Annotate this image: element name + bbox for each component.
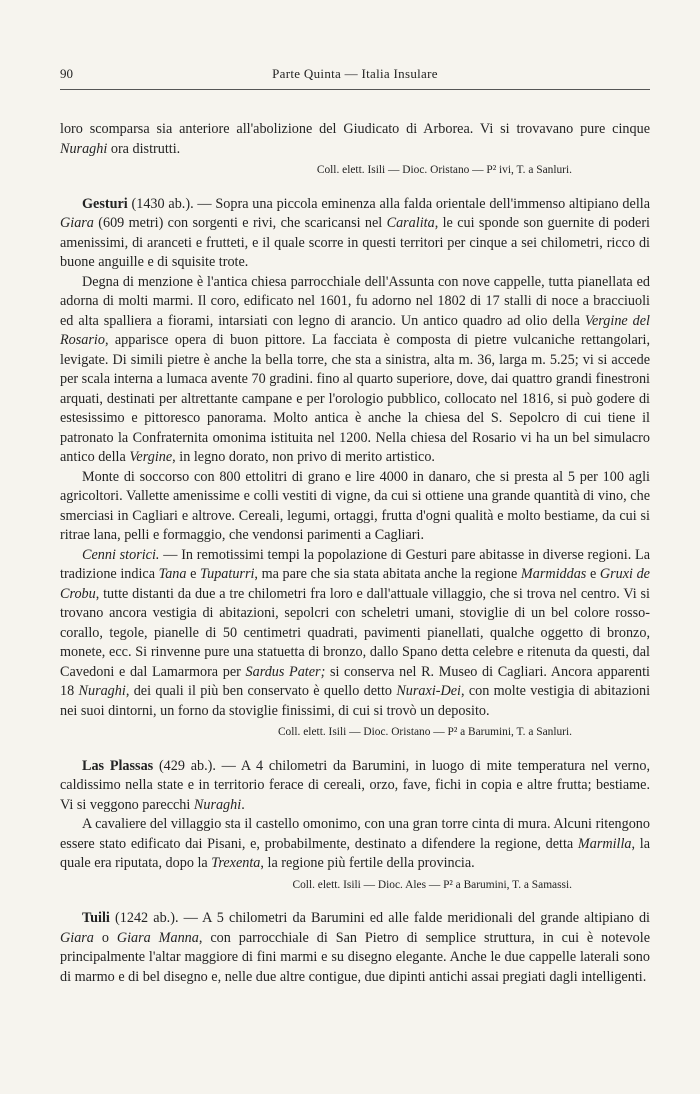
- running-head: [60, 66, 650, 84]
- intro-reference: Coll. elett. Isili — Dioc. Oristano — P² ivi, T. a Sanluri.: [316, 164, 572, 176]
- page-body: [60, 120, 650, 987]
- gesturi-paragraph-3: Monte di soccorso con 800 ettolitri di grano e lire 4000 in danaro, che si presta al 5 per 100 agli agricoltori. Vallette amenissime e colli vestiti di vigne, da cui si ottiene una grande quantità di vino, che smerciasi in Cagliari e altrove. Cereali, legumi, ortaggi, frutta d'ogni qualità e molto bestiame, da cui si ritrae lana, pelli e formaggio, che vendonsi parimenti a Cagliari.: [60, 468, 650, 543]
- header-rule: [60, 89, 650, 90]
- running-title: Parte Quinta — Italia Insulare: [272, 66, 438, 81]
- gesturi-paragraph-4: Cenni storici. — In remotissimi tempi la popolazione di Gesturi pare abitasse in diverse regioni. La tradizione indica Tana e Tupaturri, ma pare che sia stata abitata anche la regione Marmiddas e Gruxi de Crobu, tutte distanti da due a tre chilometri fra loro e dall'attuale villaggio, che si trova nel centro. Vi si trovano ancora vestigia di abitazioni, sepolcri con scheletri umani, stoviglie di un bel colore rosso-corallo, tegole, pianelle di 50 centimetri quadrati, pavimenti pianellati, qualche oggetto di bronzo, monete, ecc. Si rinvenne pure una statuetta di bronzo, dallo Spano detta celebre e ritenuta da questi, dal Cavedoni e dal Lamarmora per Sardus Pater; si conserva nel R. Museo di Cagliari. Ancora apparenti 18 Nuraghi, dei quali il più ben conservato è quello detto Nuraxi-Dei, con molte vestigia di abitazioni nei suoi dintorni, un forno da stoviglie finissimi, di cui si trovò un deposito.: [60, 546, 651, 719]
- gesturi-reference: Coll. elett. Isili — Dioc. Oristano — P² a Barumini, T. a Sanluri.: [277, 726, 572, 738]
- plassas-paragraph-1: Las Plassas (429 ab.). — A 4 chilometri da Barumini, in luogo di mite temperatura nel verno, caldissimo nella state e in territorio ferace di cereali, orzo, fave, fichi in copia e altre frutta; bestiame. Vi si veggono parecchi Nuraghi.: [60, 757, 651, 813]
- entry-tuili: [60, 909, 650, 987]
- plassas-reference: Coll. elett. Isili — Dioc. Ales — P² a Barumini, T. a Samassi.: [292, 878, 572, 891]
- entry-title-las-plassas: Las Plassas: [82, 757, 154, 774]
- page-number: 90: [60, 66, 73, 81]
- entry-gesturi: [60, 195, 650, 743]
- entry-las-plassas: [60, 757, 650, 896]
- gesturi-paragraph-1: Gesturi (1430 ab.). — Sopra una piccola eminenza alla falda orientale dell'immenso altipiano della Giara (609 metri) con sorgenti e rivi, che scaricansi nel Caralita, le cui sponde son guernite di poderi amenissimi, di aranceti e frutteti, e il quale scorre in questi territori per cinque a sei chilometri, ricco di buone anguille e di squisite trote.: [60, 195, 650, 270]
- intro-paragraph: loro scomparsa sia anteriore all'abolizione del Giudicato di Arborea. Vi si trovavano pure cinque Nuraghi ora distrutti.: [60, 121, 650, 157]
- tuili-paragraph-1: Tuili (1242 ab.). — A 5 chilometri da Barumini ed alle falde meridionali del grande altipiano di Giara o Giara Manna, con parrocchiale di San Pietro di semplice struttura, in cui è notevole principalmente l'altar maggiore di fini marmi e su disegno elegante. Anche le due cappelle laterali sono di marmo e di bel disegno e, nelle due altre contigue, due dipinti antichi assai pregiati dagli intelligenti.: [60, 910, 651, 985]
- entry-title-gesturi: Gesturi: [82, 195, 128, 212]
- entry-title-tuili: Tuili: [82, 910, 110, 926]
- plassas-paragraph-2: A cavaliere del villaggio sta il castello omonimo, con una gran torre cinta di mura. Alcuni ritengono essere stato edificato dai Pisani, e, probabilmente, destinato a difendere la regione, detta Marmilla, la quale era riputata, dopo la Trexenta, la regione più fertile della provincia.: [60, 816, 650, 871]
- gesturi-paragraph-2: Degna di menzione è l'antica chiesa parrocchiale dell'Assunta con nove cappelle, tutta pianellata ed adorna di molti marmi. Il coro, edificato nel 1601, fu adorno nel 1802 di 17 stalli di noce a bracciuoli ed alta spalliera a fiorami, intarsiati con legno di arancio. Un antico quadro ad olio della Vergine del Rosario, apparisce opera di buon pittore. La facciata è composta di pietre vulcaniche rettangolari, levigate. Di simili pietre è anche la bella torre, che sta a sinistra, alta m. 36, larga m. 5.25; vi si accede per scala interna a lumaca avente 70 gradini. fino al quarto superiore, dove, dai quattro grandi finestroni arquati, destinati per altrettante campane e per l'orologio pubblico, collocato nel 1816, si può godere di estesissimo e pittoresco panorama. Molto antica è anche la chiesa del S. Sepolcro di cui tiene il patronato la Confraternita omonima istituita nel 1200. Nella chiesa del Rosario vi ha un bel simulacro antico della Vergine, in legno dorato, non privo di merito artistico.: [60, 273, 651, 465]
